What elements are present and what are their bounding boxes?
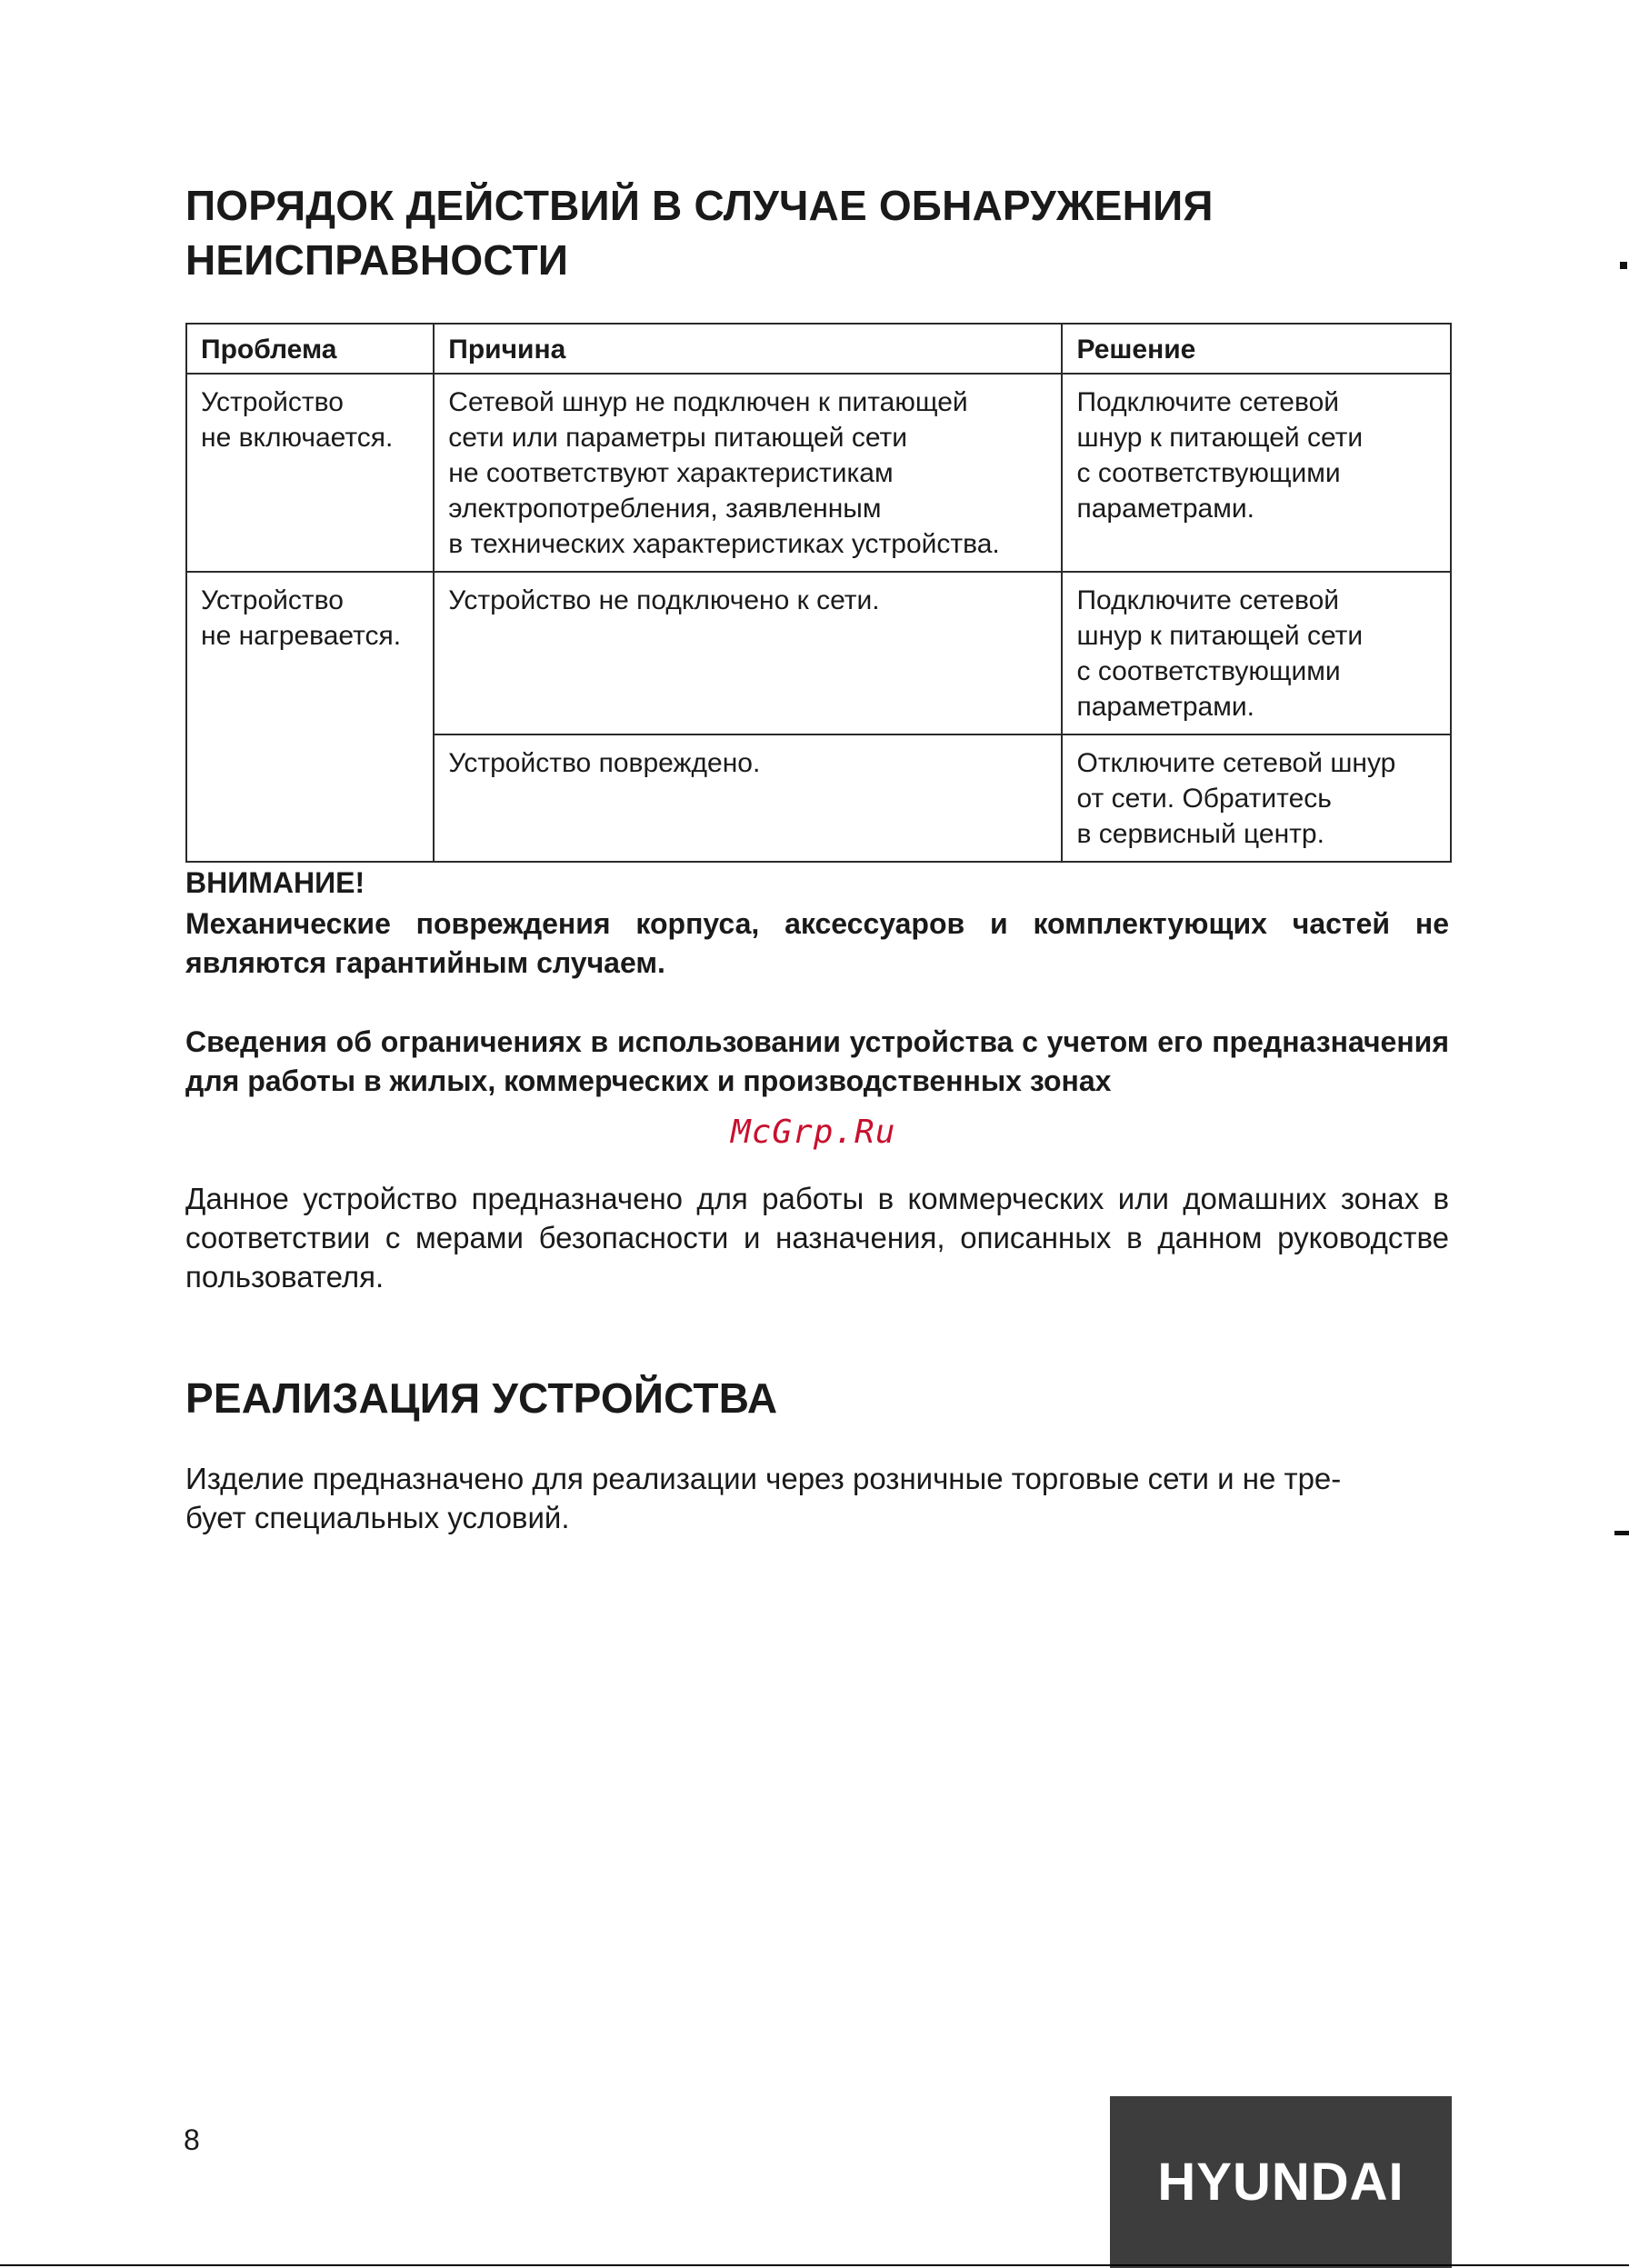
solution-cell [1062, 572, 1451, 734]
cell-line: с соответствующими [1076, 458, 1341, 488]
cell-line: параметрами. [1076, 692, 1254, 722]
cause-cell [434, 734, 1062, 862]
sale-text [185, 1459, 1449, 1537]
cell-line: не нагревается. [201, 621, 402, 651]
cell-line: Сетевой шнур не подключен к питающей [448, 387, 968, 417]
header-cause: Причина [434, 324, 1062, 374]
attention-text: Механические повреждения корпуса, аксессуаров и комплектующих частей не являются гарантийным случаем. [185, 907, 1449, 979]
cell-line: в технических характеристиках устройства. [448, 529, 1000, 559]
troubleshooting-title [185, 178, 1458, 287]
crop-mark [1614, 1531, 1629, 1535]
table-row [186, 374, 1451, 572]
troubleshooting-title-line1: ПОРЯДОК ДЕЙСТВИЙ В СЛУЧАЕ ОБНАРУЖЕНИЯ [185, 182, 1214, 229]
hyundai-logo [1110, 2096, 1452, 2268]
cell-line: Устройство [201, 585, 344, 615]
troubleshooting-table [185, 323, 1452, 863]
troubleshooting-title-line2: НЕИСПРАВНОСТИ [185, 236, 569, 284]
cell-line: шнур к питающей сети [1076, 423, 1364, 453]
restrictions-title: Сведения об ограничениях в использовании устройства с учетом его предназначения для работы в жилых, коммерческих и производственных зонах [185, 1025, 1449, 1097]
cell-line: электропотребления, заявленным [448, 494, 882, 524]
bottom-divider [0, 2264, 1629, 2266]
cell-line: Устройство не подключено к сети. [448, 585, 880, 615]
cell-line: Устройство [201, 387, 344, 417]
logo-text: HYUNDAI [1157, 2153, 1404, 2212]
page-number: 8 [184, 2123, 200, 2156]
cell-line: шнур к питающей сети [1076, 621, 1364, 651]
cause-cell [434, 572, 1062, 734]
header-problem: Проблема [186, 324, 434, 374]
cell-line: сети или параметры питающей сети [448, 423, 908, 453]
crop-mark [1620, 262, 1627, 269]
cell-line: параметрами. [1076, 494, 1254, 524]
solution-cell [1062, 374, 1451, 572]
cell-line: не соответствуют характеристикам [448, 458, 894, 488]
sale-text-line2: бует специальных условий. [185, 1501, 570, 1534]
problem-cell [186, 374, 434, 572]
table-header-row [186, 324, 1451, 374]
table-row [186, 572, 1451, 734]
usage-text: Данное устройство предназначено для работы в коммерческих или домашних зонах в соответствии с мерами безопасности и назначения, описанных в данном руководстве пользователя. [185, 1182, 1449, 1294]
cause-cell [434, 374, 1062, 572]
cell-line: в сервисный центр. [1076, 819, 1324, 849]
sale-text-line1: Изделие предназначено для реализации через розничные торговые сети и не тре- [185, 1462, 1342, 1495]
cell-line: Подключите сетевой [1076, 585, 1340, 615]
cell-line: от сети. Обратитесь [1076, 784, 1332, 814]
cell-line: Подключите сетевой [1076, 387, 1340, 417]
sale-title: РЕАЛИЗАЦИЯ УСТРОЙСТВА [185, 1374, 778, 1422]
cell-line: Устройство повреждено. [448, 748, 761, 778]
cell-line: с соответствующими [1076, 656, 1341, 686]
attention-title: ВНИМАНИЕ! [185, 866, 365, 899]
watermark-text: McGrp.Ru [731, 1114, 896, 1151]
header-solution: Решение [1062, 324, 1451, 374]
solution-cell [1062, 734, 1451, 862]
cell-line: Отключите сетевой шнур [1076, 748, 1396, 778]
problem-cell [186, 572, 434, 862]
cell-line: не включается. [201, 423, 394, 453]
